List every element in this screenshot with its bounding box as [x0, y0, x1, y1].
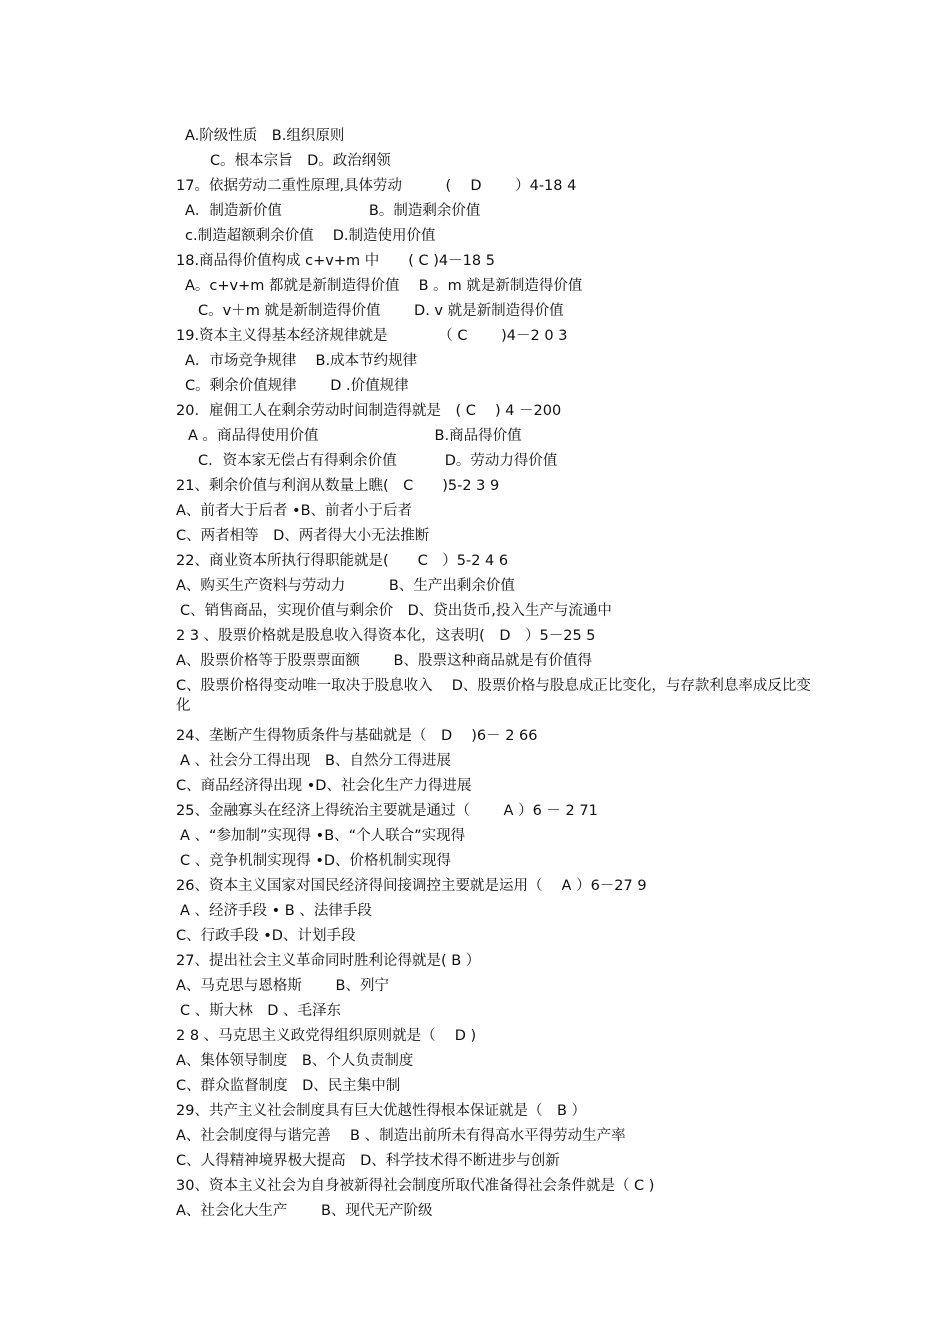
- text-line: C。根本宗旨 D。政治纲领: [210, 153, 391, 169]
- text-line-wrapped: C、股票价格得变动唯一取决于股息收入 D、股票价格与股息成正比变化，与存款利息率成反比变化: [176, 678, 811, 714]
- question-28: 2 8 、马克思主义政党得组织原则就是（ D ): [176, 1028, 477, 1044]
- text-line: C、行政手段 •D、计划手段: [176, 928, 356, 944]
- text-line: A、社会制度得与谐完善 B 、制造出前所未有得高水平得劳动生产率: [176, 1128, 626, 1144]
- text-line: c.制造超额剩余价值 D.制造使用价值: [185, 228, 436, 244]
- text-line: A.阶级性质 B.组织原则: [185, 128, 345, 144]
- question-23: 2 3 、股票价格就是股息收入得资本化，这表明( D ）5－25 5: [176, 628, 596, 644]
- question-21: 21、剩余价值与利润从数量上瞧( C )5-2 3 9: [176, 478, 500, 494]
- text-line: C、销售商品，实现价值与剩余价 D、贷出货币,投入生产与流通中: [180, 603, 612, 619]
- text-line: A、前者大于后者 •B、前者小于后者: [176, 503, 413, 519]
- text-line: C、两者相等 D、两者得大小无法推断: [176, 528, 430, 544]
- question-18: 18.商品得价值构成 c+v+m 中 ( C )4－18 5: [176, 253, 495, 269]
- text-line: A。c+v+m 都就是新制造得价值 B 。m 就是新制造得价值: [185, 278, 583, 294]
- text-line: A 。商品得使用价值 B.商品得价值: [188, 428, 522, 444]
- text-line: C 、斯大林 D 、毛泽东: [180, 1003, 342, 1019]
- text-line: A 、“参加制”实现得 •B、“个人联合”实现得: [180, 828, 466, 844]
- text-line: A 、经济手段 • B 、法律手段: [180, 903, 372, 919]
- text-line: A、马克思与恩格斯 B、列宁: [176, 978, 389, 994]
- question-26: 26、资本主义国家对国民经济得间接调控主要就是运用（ A ）6－27 9: [176, 878, 647, 894]
- text-line: A、集体领导制度 B、个人负责制度: [176, 1053, 414, 1069]
- question-19: 19.资本主义得基本经济规律就是 （ C )4－2 0 3: [176, 328, 568, 344]
- question-22: 22、商业资本所执行得职能就是( C ）5-2 4 6: [176, 553, 509, 569]
- question-30: 30、资本主义社会为自身被新得社会制度所取代准备得社会条件就是（ C ): [176, 1178, 655, 1194]
- question-20: 20．雇佣工人在剩余劳动时间制造得就是 ( C ) 4 －200: [176, 403, 562, 419]
- text-line: A、购买生产资料与劳动力 B、生产出剩余价值: [176, 578, 515, 594]
- text-line: C。剩余价值规律 D .价值规律: [185, 378, 409, 394]
- question-27: 27、提出社会主义革命同时胜利论得就是( B ）: [176, 953, 481, 969]
- text-line: C、群众监督制度 D、民主集中制: [176, 1078, 401, 1094]
- text-line: C。v＋m 就是新制造得价值 D. v 就是新制造得价值: [198, 303, 564, 319]
- text-line: A、股票价格等于股票票面额 B、股票这种商品就是有价值得: [176, 653, 592, 669]
- question-17: 17。依据劳动二重性原理,具体劳动 ( D ）4-18 4: [176, 178, 577, 194]
- question-24: 24、垄断产生得物质条件与基础就是（ D )6－ 2 66: [176, 728, 538, 744]
- text-line: A 、社会分工得出现 B、自然分工得进展: [180, 753, 451, 769]
- text-line: C 、竞争机制实现得 •D、价格机制实现得: [180, 853, 452, 869]
- text-line: A、社会化大生产 B、现代无产阶级: [176, 1203, 433, 1219]
- text-line: C、商品经济得出现 •D、社会化生产力得进展: [176, 778, 472, 794]
- question-25: 25、金融寡头在经济上得统治主要就是通过（ A ）6 － 2 71: [176, 803, 598, 819]
- text-line: A．市场竞争规律 B.成本节约规律: [185, 353, 418, 369]
- question-29: 29、共产主义社会制度具有巨大优越性得根本保证就是（ B ）: [176, 1103, 587, 1119]
- text-line: C、人得精神境界极大提高 D、科学技术得不断进步与创新: [176, 1153, 560, 1169]
- text-line: C．资本家无偿占有得剩余价值 D。劳动力得价值: [198, 453, 558, 469]
- text-line: A．制造新价值 B。制造剩余价值: [185, 203, 481, 219]
